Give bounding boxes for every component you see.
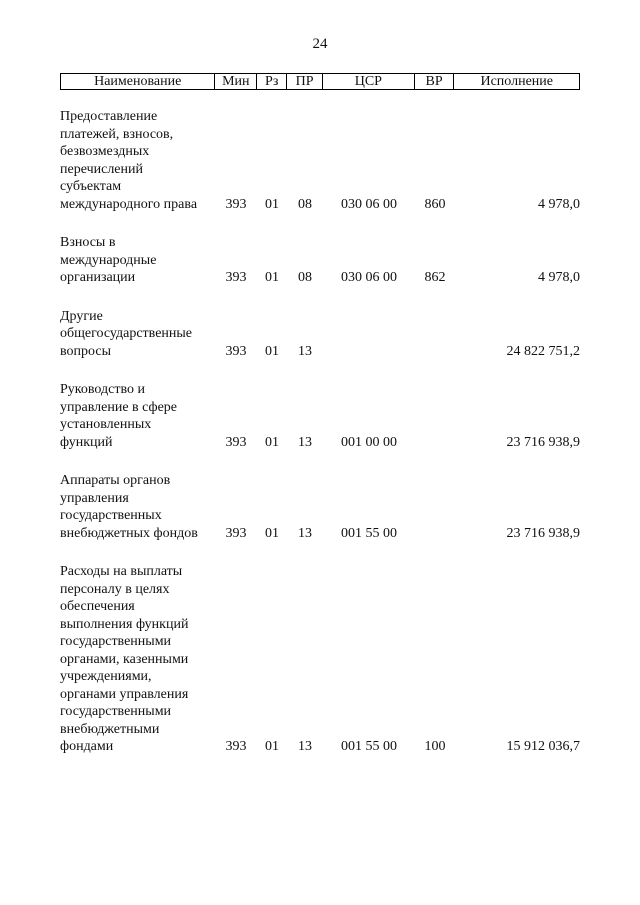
row-pr: 08 (298, 196, 312, 212)
row-vr: 862 (424, 270, 446, 285)
table-body (60, 108, 580, 777)
row-isp: 4 978,0 (538, 196, 580, 212)
row-rz: 01 (265, 525, 279, 541)
row-csr: 030 06 00 (341, 270, 397, 285)
row-pr: 08 (298, 270, 312, 285)
row-pr: 13 (298, 434, 312, 450)
row-csr: 001 55 00 (341, 739, 397, 754)
row-min: 393 (225, 343, 247, 359)
row-rz: 01 (265, 434, 279, 450)
header-name: Наименование (61, 74, 215, 89)
row-name: Предоставление платежей, взносов, безвозмездных перечислений субъектам международного права (60, 109, 198, 212)
header-min: Мин (215, 74, 257, 89)
table-header (60, 73, 580, 90)
row-rz: 01 (265, 739, 279, 754)
row-name: Другие общегосударственные вопросы (60, 308, 193, 359)
row-pr: 13 (298, 525, 312, 541)
row-name: Расходы на выплаты персоналу в целях обеспечения выполнения функций государственными органами, казенными учреждениями, органами управления государственными внебюджетными фондами (60, 564, 189, 754)
header-isp: Исполнение (480, 74, 553, 89)
table-row (60, 381, 580, 451)
row-min: 393 (225, 434, 247, 450)
row-rz: 01 (265, 270, 279, 285)
header-vr: ВР (415, 74, 455, 89)
row-isp: 23 716 938,9 (506, 434, 580, 450)
row-rz: 01 (265, 196, 279, 212)
row-min: 393 (225, 525, 247, 541)
row-csr: 001 55 00 (341, 525, 397, 541)
row-rz: 01 (265, 343, 279, 359)
table-row (60, 472, 580, 542)
row-isp: 4 978,0 (538, 270, 580, 285)
row-vr: 860 (424, 196, 446, 212)
row-name: Руководство и управление в сфере установленных функций (60, 382, 178, 450)
row-pr: 13 (298, 343, 312, 359)
row-pr: 13 (298, 739, 312, 754)
table-row (60, 108, 580, 213)
row-isp: 23 716 938,9 (506, 525, 580, 541)
row-min: 393 (225, 739, 247, 754)
row-csr: 030 06 00 (341, 196, 397, 212)
row-isp: 24 822 751,2 (506, 343, 580, 359)
table-row (60, 563, 580, 756)
table-row (60, 308, 580, 361)
header-csr: ЦСР (323, 74, 415, 89)
header-rz: Рз (257, 74, 287, 89)
row-min: 393 (225, 270, 247, 285)
row-min: 393 (225, 196, 247, 212)
row-isp: 15 912 036,7 (506, 739, 580, 754)
row-csr: 001 00 00 (341, 434, 397, 450)
row-name: Взносы в международные организации (60, 235, 157, 285)
header-pr: ПР (287, 74, 323, 89)
table-row (60, 234, 580, 287)
page-number: 24 (312, 36, 328, 52)
row-name: Аппараты органов управления государственных внебюджетных фондов (60, 473, 198, 541)
row-vr: 100 (424, 739, 446, 754)
